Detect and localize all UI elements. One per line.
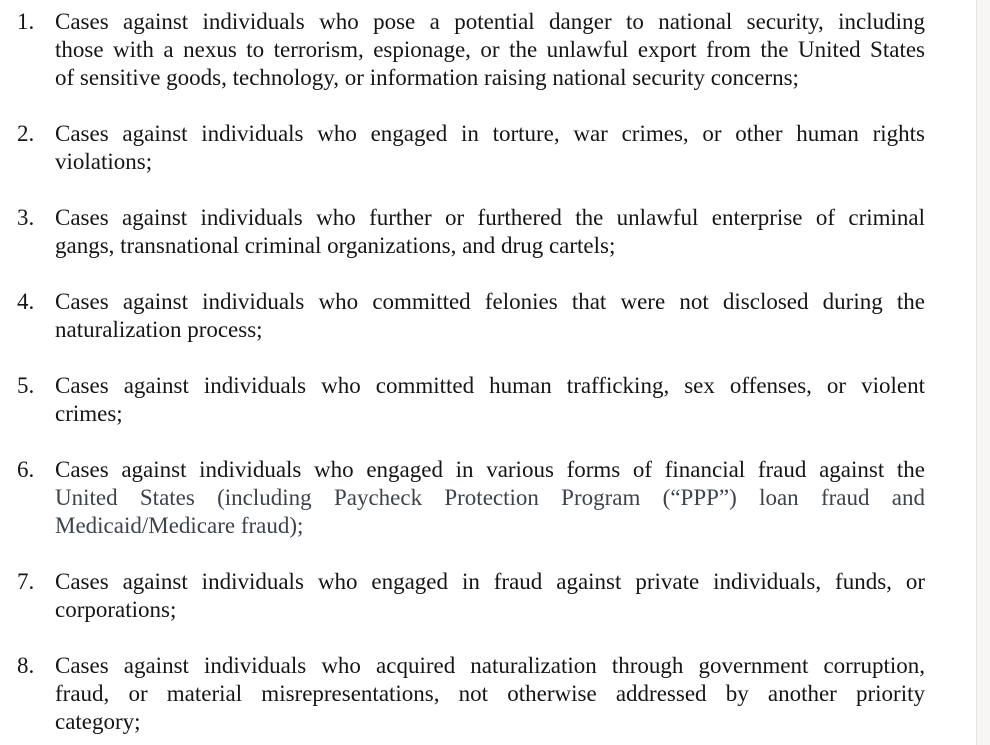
list-item (17, 372, 925, 428)
text-line: of sensitive goods, technology, or information raising national security concerns; (55, 65, 799, 90)
text-line: Cases against individuals who pose a potential danger to national security, including (55, 9, 925, 34)
text-line: gangs, transnational criminal organizations, and drug cartels; (55, 233, 616, 258)
list-item (17, 8, 925, 92)
list-item-number: 8. (17, 653, 35, 678)
list-item (17, 456, 925, 540)
list-item-text (55, 456, 925, 540)
list-item-number: 2. (17, 121, 35, 146)
list-item-text (55, 652, 925, 736)
list-item-number: 5. (17, 373, 35, 398)
text-line: those with a nexus to terrorism, espionage, or the unlawful export from the United States (55, 37, 925, 62)
list-item-number: 7. (17, 569, 35, 594)
list-item-number: 4. (17, 289, 35, 314)
text-line: Cases against individuals who engaged in fraud against private individuals, funds, or (55, 569, 925, 594)
list-item (17, 568, 925, 624)
text-line: United States (including Paycheck Protection Program (“PPP”) loan fraud and (55, 485, 925, 510)
text-line: crimes; (55, 401, 123, 426)
text-line: Cases against individuals who further or furthered the unlawful enterprise of criminal (55, 205, 925, 230)
text-line: category; (55, 709, 141, 734)
list-item (17, 204, 925, 260)
text-line: violations; (55, 149, 153, 174)
text-line: Cases against individuals who engaged in various forms of financial fraud against the (55, 457, 925, 482)
list-item-number: 6. (17, 457, 35, 482)
page-edge-strip (976, 0, 990, 745)
list-item-text (55, 372, 925, 428)
text-line: fraud, or material misrepresentations, not otherwise addressed by another priority (55, 681, 925, 706)
list-item-text (55, 8, 925, 92)
text-line: Medicaid/Medicare fraud); (55, 513, 304, 538)
list-item-text (55, 568, 925, 624)
list-item (17, 120, 925, 176)
list-item-number: 1. (17, 9, 35, 34)
list-item-text (55, 288, 925, 344)
text-line: Cases against individuals who committed felonies that were not disclosed during the (55, 289, 925, 314)
text-line: Cases against individuals who committed human trafficking, sex offenses, or violent (55, 373, 925, 398)
text-line: corporations; (55, 597, 177, 622)
list-item-text (55, 204, 925, 260)
list-item-number: 3. (17, 205, 35, 230)
list-item (17, 288, 925, 344)
text-line: Cases against individuals who engaged in torture, war crimes, or other human rights (55, 121, 925, 146)
list-item-text (55, 120, 925, 176)
text-line: Cases against individuals who acquired naturalization through government corruption, (55, 653, 925, 678)
list-item (17, 652, 925, 736)
text-line: naturalization process; (55, 317, 263, 342)
numbered-list (17, 8, 925, 745)
